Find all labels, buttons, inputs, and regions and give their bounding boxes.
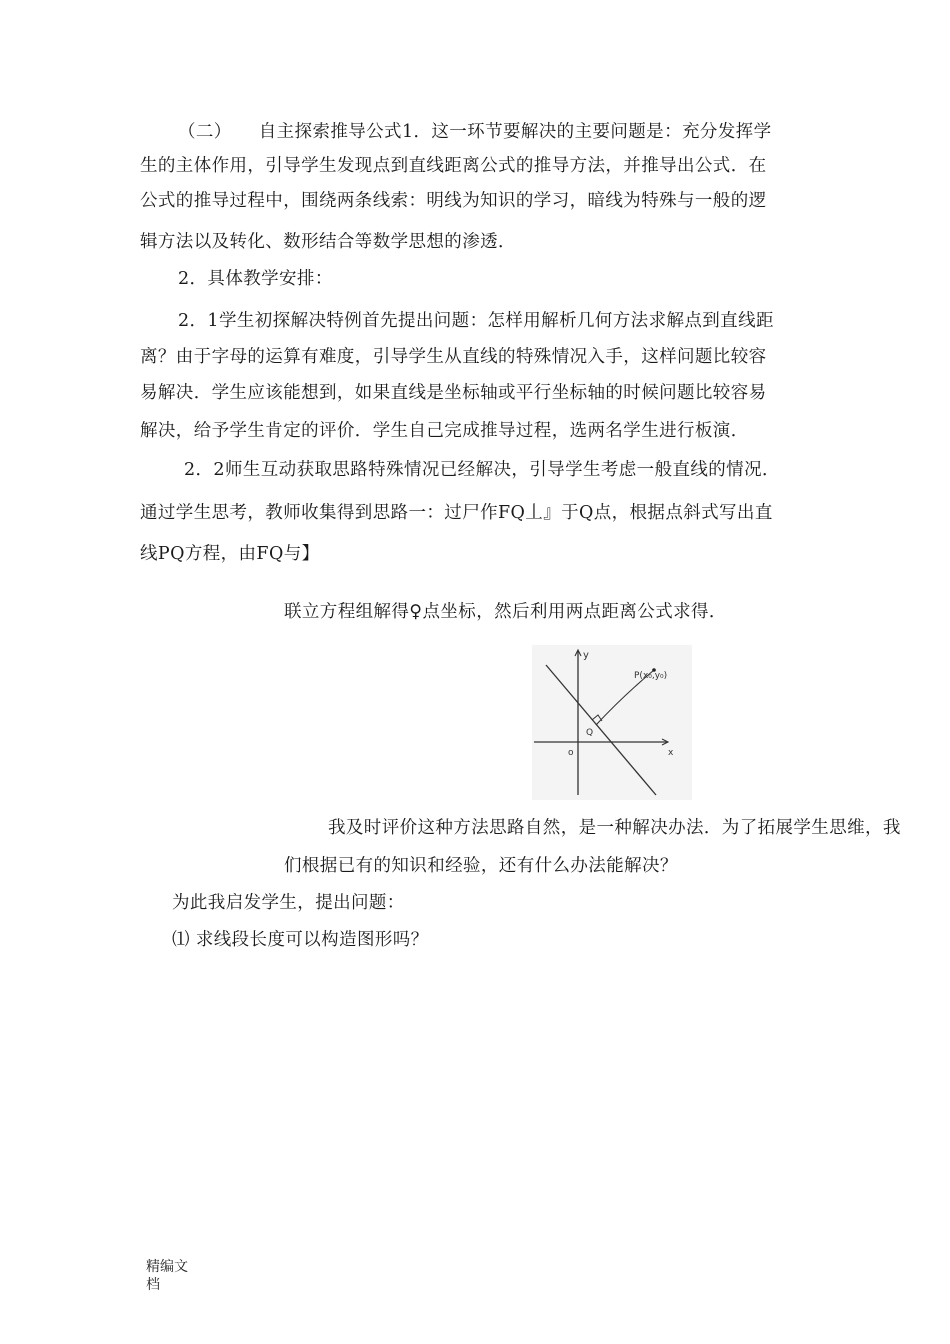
paragraph-3-line-3: 易解决．学生应该能想到，如果直线是坐标轴或平行坐标轴的时候问题比较容易 bbox=[140, 383, 767, 403]
paragraph-4-line-2: 通过学生思考，教师收集得到思路一：过尸作FQ丄』于Q点，根据点斜式写出直 bbox=[140, 503, 773, 523]
paragraph-6-line-2: 们根据已有的知识和经验，还有什么办法能解决？ bbox=[284, 856, 678, 876]
paragraph-1-line-3: 公式的推导过程中，围绕两条线索：明线为知识的学习，暗线为特殊与一般的逻 bbox=[140, 191, 767, 211]
line-l bbox=[546, 665, 656, 795]
paragraph-8: ⑴ 求线段长度可以构造图形吗？ bbox=[172, 930, 429, 950]
point-p-label: P(x₀,y₀) bbox=[634, 671, 668, 681]
paragraph-5: 联立方程组解得♀点坐标，然后利用两点距离公式求得． bbox=[284, 602, 727, 622]
paragraph-1-line-4: 辑方法以及转化、数形结合等数学思想的渗透． bbox=[140, 232, 516, 252]
x-axis-label: x bbox=[668, 748, 674, 758]
footer-watermark bbox=[146, 1258, 188, 1294]
paragraph-1-line-2: 生的主体作用，引导学生发现点到直线距离公式的推导方法，并推导出公式．在 bbox=[140, 156, 767, 176]
footer-line-1: 精编文 bbox=[146, 1259, 188, 1275]
y-axis-label: y bbox=[583, 650, 589, 661]
origin-label: o bbox=[568, 748, 574, 758]
paragraph-6-line-1: 我及时评价这种方法思路自然，是一种解决办法．为了拓展学生思维，我 bbox=[328, 818, 901, 838]
point-q-label: Q bbox=[586, 728, 594, 738]
footer-line-2: 档 bbox=[146, 1277, 160, 1293]
paragraph-1-line-1: （二） 自主探索推导公式1．这一环节要解决的主要问题是：充分发挥学 bbox=[178, 122, 772, 142]
paragraph-2: 2．具体教学安排： bbox=[178, 269, 333, 289]
paragraph-3-line-2: 离？由于字母的运算有难度，引导学生从直线的特殊情况入手，这样问题比较容 bbox=[140, 347, 767, 367]
coordinate-figure bbox=[532, 645, 692, 800]
paragraph-3-line-4: 解决，给予学生肯定的评价．学生自己完成推导过程，选两名学生进行板演． bbox=[140, 421, 749, 441]
paragraph-3-line-1: 2．1学生初探解决特例首先提出问题：怎样用解析几何方法求解点到直线距 bbox=[178, 311, 774, 331]
paragraph-4-line-3: 线PQ方程，由FQ与】 bbox=[140, 544, 320, 564]
paragraph-4-line-1: 2．2师生互动获取思路特殊情况已经解决，引导学生考虑一般直线的情况． bbox=[184, 460, 780, 480]
paragraph-7: 为此我启发学生，提出问题： bbox=[172, 893, 405, 913]
figure-svg bbox=[532, 645, 692, 800]
